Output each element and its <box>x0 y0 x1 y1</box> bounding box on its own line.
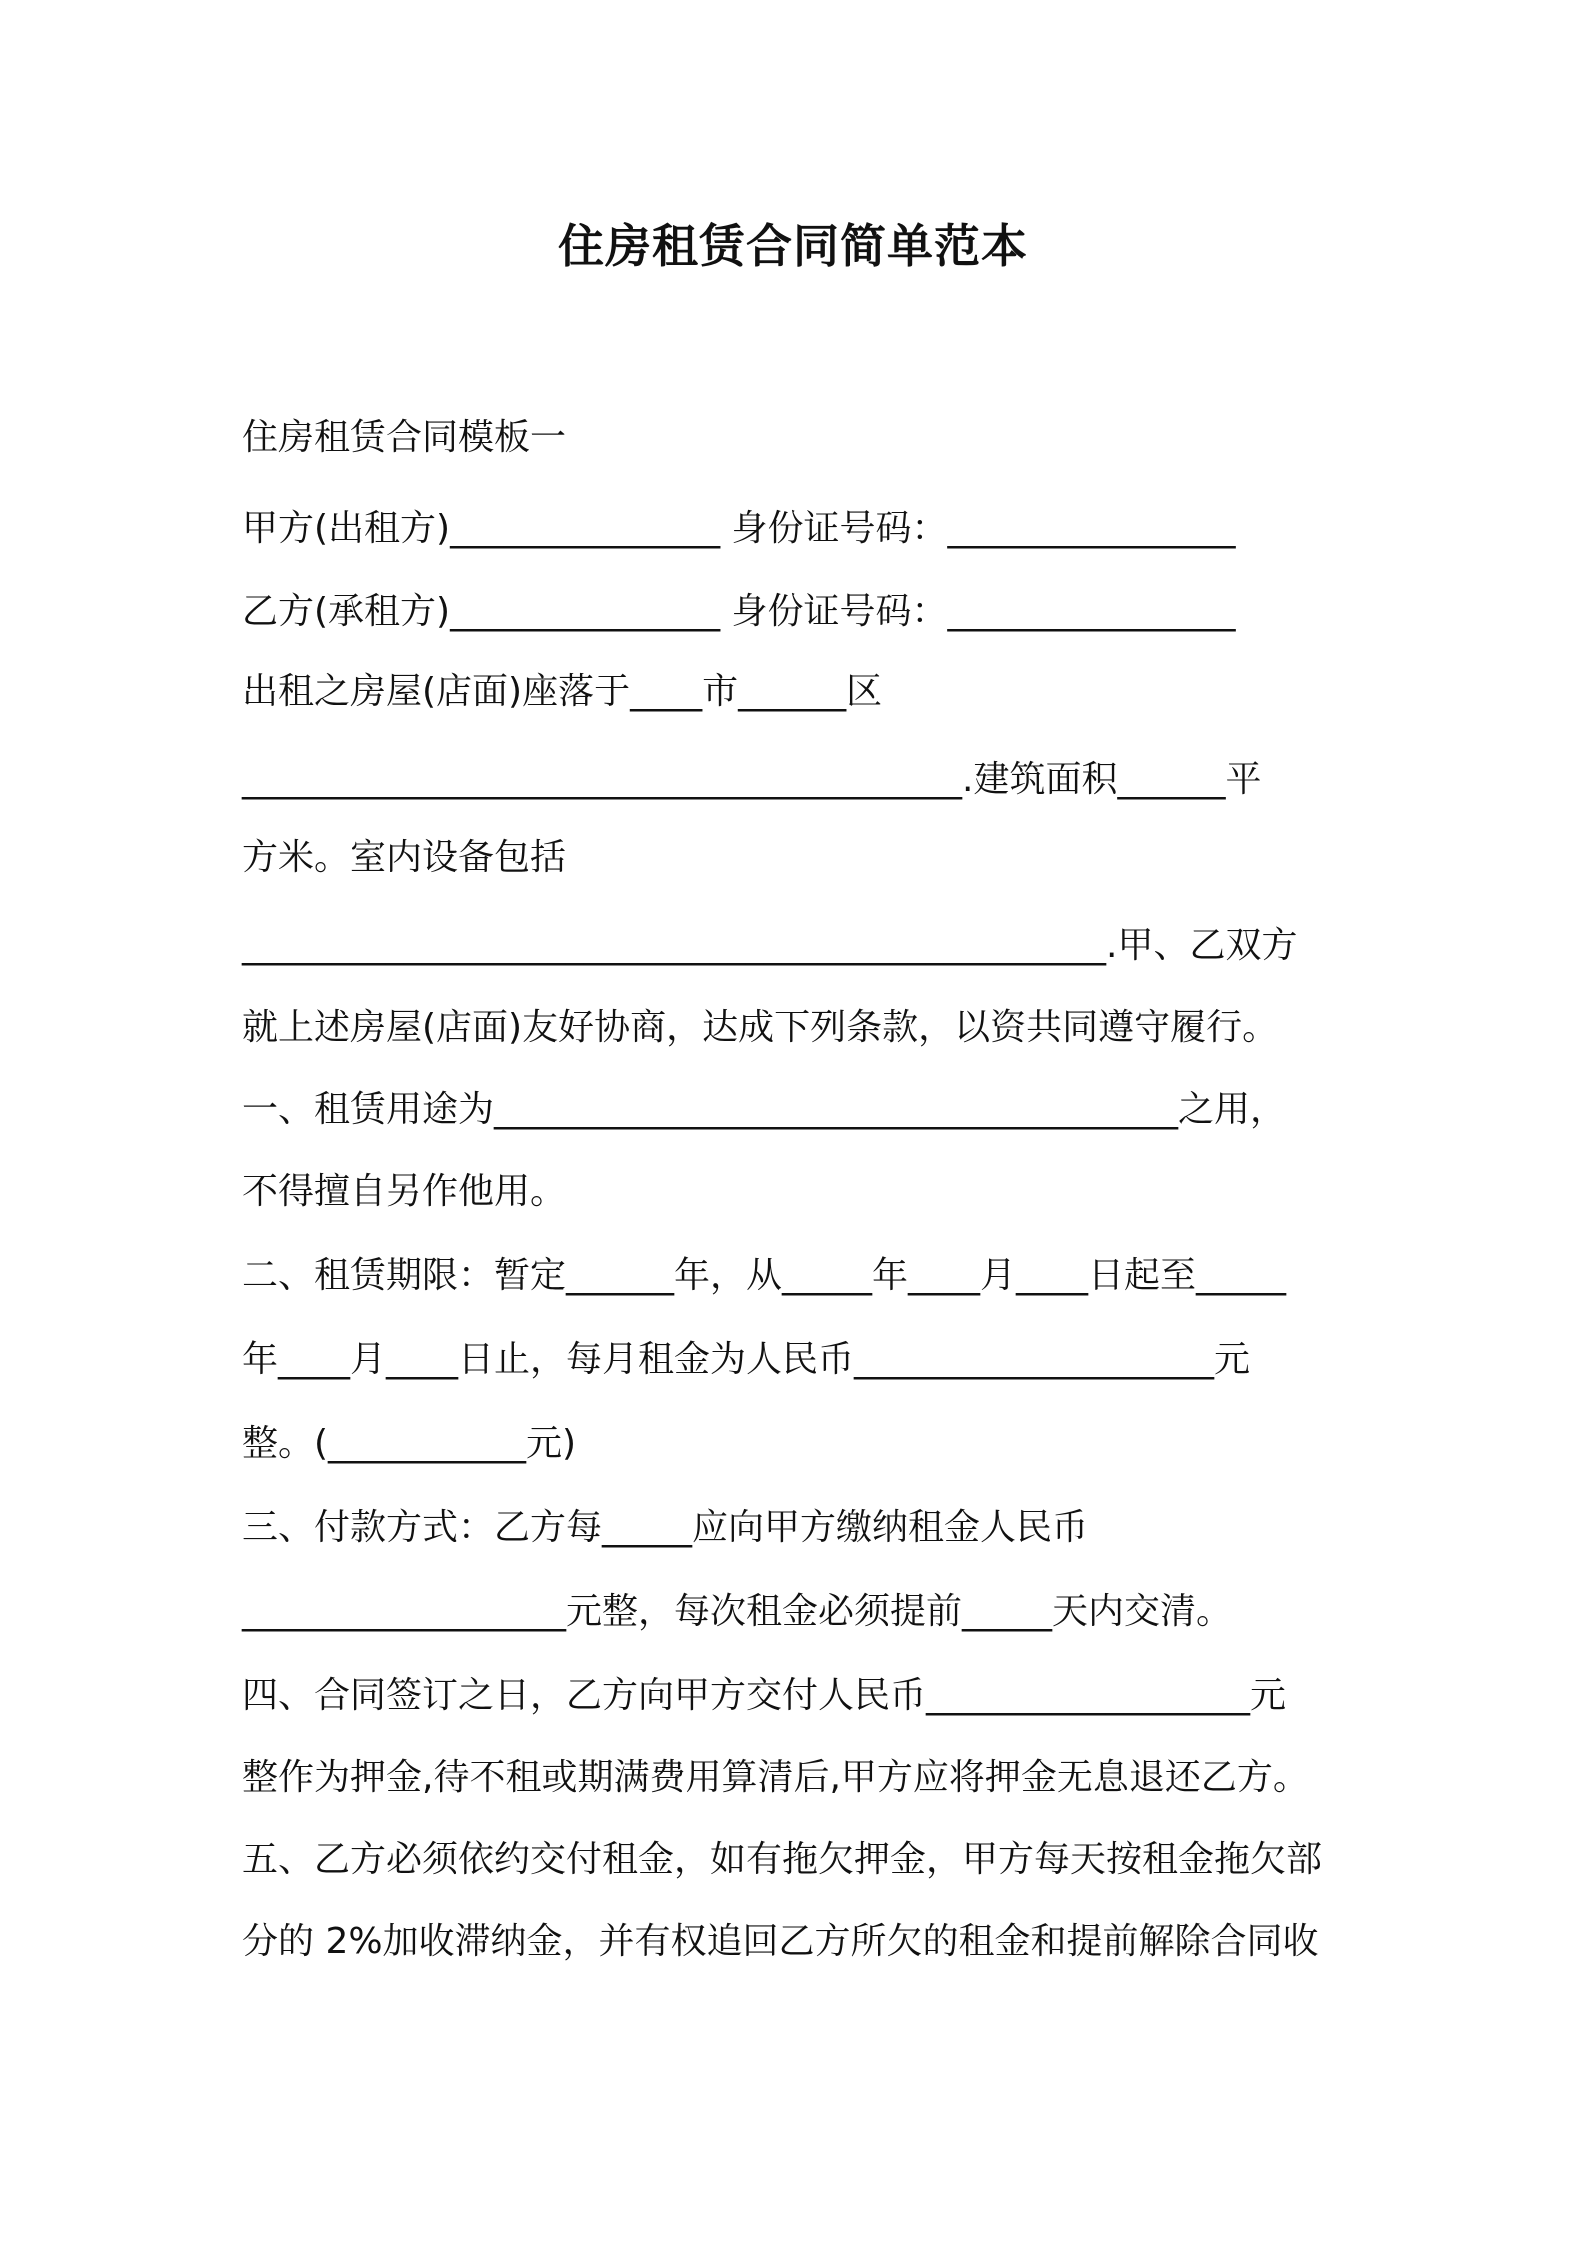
clause-2-end-line: 整。(___________元) <box>242 1423 577 1464</box>
clause-4-line: 四、合同签订之日，乙方向甲方交付人民币__________________元 <box>242 1675 1287 1716</box>
clause-1-line: 一、租赁用途为______________________________________之用， <box>242 1089 1287 1130</box>
party-a-line: 甲方(出租方)_______________ 身份证号码：________________ <box>242 508 1236 549</box>
clause-3-cont-line: __________________元整，每次租金必须提前_____天内交清。 <box>242 1591 1233 1632</box>
party-b-line: 乙方(承租方)_______________ 身份证号码：________________ <box>242 591 1236 632</box>
property-location-line: 出租之房屋(店面)座落于____市______区 <box>242 671 883 712</box>
clause-1-cont-line: 不得擅自另作他用。 <box>242 1171 567 1212</box>
document-title: 住房租赁合同简单范本 <box>558 219 1028 273</box>
clause-2-line: 二、租赁期限：暂定______年，从_____年____月____日起至_____ <box>242 1255 1287 1296</box>
equipment-line: 方米。室内设备包括 <box>242 837 567 878</box>
clause-5-cont-line: 分的 2%加收滞纳金，并有权追回乙方所欠的租金和提前解除合同收 <box>242 1921 1319 1962</box>
clause-5-line: 五、乙方必须依约交付租金，如有拖欠押金，甲方每天按租金拖欠部 <box>242 1839 1323 1880</box>
equipment-blank-line: ________________________________________________.甲、乙双方 <box>242 925 1298 966</box>
agreement-line: 就上述房屋(店面)友好协商，达成下列条款，以资共同遵守履行。 <box>242 1007 1279 1048</box>
building-area-line: ________________________________________.建筑面积______平 <box>242 759 1262 800</box>
template-heading: 住房租赁合同模板一 <box>242 417 567 458</box>
clause-2-cont-line: 年____月____日止，每月租金为人民币____________________元 <box>242 1339 1251 1380</box>
clause-4-cont-line: 整作为押金,待不租或期满费用算清后,甲方应将押金无息退还乙方。 <box>242 1757 1309 1798</box>
clause-3-line: 三、付款方式：乙方每_____应向甲方缴纳租金人民币 <box>242 1507 1089 1548</box>
